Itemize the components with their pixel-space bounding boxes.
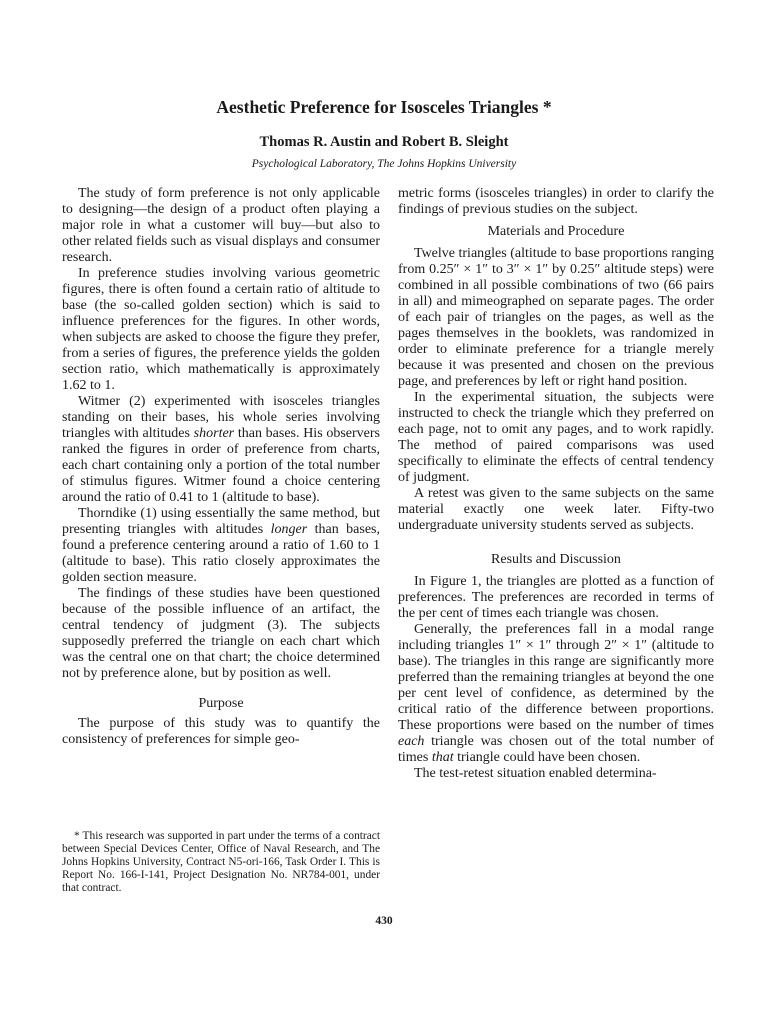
left-column xyxy=(62,186,380,748)
authors: Thomas R. Austin and Robert B. Sleight xyxy=(259,134,509,150)
emphasis: that xyxy=(431,750,454,765)
right-column xyxy=(398,186,714,782)
text-run: than bases, found a preference centering around a ratio of 1.60 to 1 (altitude to base). This ratio closely approximates the golden section measure. xyxy=(62,522,380,585)
paragraph-modal-range xyxy=(398,622,714,766)
paragraph-purpose-continued: metric forms (isosceles triangles) in order to clarify the findings of previous studies on the subject. xyxy=(398,186,714,217)
emphasis: each xyxy=(398,734,425,749)
text-run: triangle could have been chosen. xyxy=(453,750,641,765)
paragraph-golden-section: In preference studies involving various geometric figures, there is often found a certain ratio of altitude to base (the so-called golden section) which is said to influence preferences for the figures. In other words, when subjects are asked to choose the figure they prefer, from a series of figures, the preference yields the golden section ratio, which mathematically is approximately 1.62 to 1. xyxy=(62,266,380,393)
paragraph-test-retest: The test-retest situation enabled determina- xyxy=(414,766,657,781)
paragraph-instructions: In the experimental situation, the subjects were instructed to check the triangle which they preferred on each page, not to omit any pages, and to work rapidly. The method of paired comparisons was used specifically to eliminate the effects of central tendency of judgment. xyxy=(398,390,714,485)
heading-results-discussion: Results and Discussion xyxy=(491,552,621,567)
footnote: * This research was supported in part under the terms of a contract between Special Devices Center, Office of Naval Research, and The Johns Hopkins University, Contract N5-ori-166, Task Order I. This is Report No. 166-I-141, Project Designation No. NR784-001, under that contract. xyxy=(62,830,380,894)
emphasis: shorter xyxy=(193,426,235,441)
text-run: Thorndike (1) using essentially the same method, but presenting triangles with altitudes xyxy=(62,506,380,537)
paragraph-thorndike xyxy=(62,506,380,586)
page-number: 430 xyxy=(375,915,393,927)
emphasis: longer xyxy=(270,522,308,537)
paper-title: Aesthetic Preference for Isosceles Triangles * xyxy=(216,97,552,117)
paragraph-retest: A retest was given to the same subjects on the same material exactly one week later. Fifty-two undergraduate university students served as subjects. xyxy=(398,486,714,533)
paragraph-witmer xyxy=(62,394,380,506)
paragraph-central-tendency: The findings of these studies have been questioned because of the possible influence of an artifact, the central tendency of judgment (3). The subjects supposedly preferred the triangle on each chart which was the central one on that chart; the choice determined not by preference alone, but by position as well. xyxy=(62,586,380,681)
heading-materials-procedure: Materials and Procedure xyxy=(487,224,625,239)
affiliation: Psychological Laboratory, The Johns Hopkins University xyxy=(251,158,517,170)
text-run: Witmer (2) experimented with isosceles triangles standing on their bases, his whole series involving triangles with altitudes xyxy=(62,394,380,441)
text-run: Generally, the preferences fall in a modal range including triangles 1″ × 1″ through 2″ × 1″ (altitude to base). The triangles in this range are significantly more preferred than the remaining triangles at beyond the one per cent level of confidence, as determined by the critical ratio of the difference between proportions. These proportions were based on the number of times xyxy=(398,622,714,733)
paragraph-purpose: The purpose of this study was to quantify the consistency of preferences for simple geo- xyxy=(62,716,380,747)
text-run: than bases. His observers ranked the figures in order of preference from charts, each chart containing only a portion of the total number of stimulus figures. Witmer found a choice centering around the ratio of 0.41 to 1 (altitude to base). xyxy=(62,426,380,505)
paragraph-figure-1: In Figure 1, the triangles are plotted as a function of preferences. The preferences are recorded in terms of the per cent of times each triangle was chosen. xyxy=(398,574,714,621)
text-run: triangle was chosen out of the total number of times xyxy=(398,734,714,765)
paragraph-intro: The study of form preference is not only applicable to designing—the design of a product often playing a major role in what a customer will buy—but also to other related fields such as visual displays and consumer research. xyxy=(62,186,380,265)
heading-purpose: Purpose xyxy=(198,696,244,711)
paragraph-materials: Twelve triangles (altitude to base proportions ranging from 0.25″ × 1″ to 3″ × 1″ by 0.25″ altitude steps) were combined in all possible combinations of two (66 pairs in all) and mimeographed on separate pages. The order of each pair of triangles on the pages, as well as the pages themselves in the booklets, was randomized in order to eliminate preference for a triangle merely because it was presented and chosen on the previous page, and preferences by left or right hand position. xyxy=(398,246,714,389)
